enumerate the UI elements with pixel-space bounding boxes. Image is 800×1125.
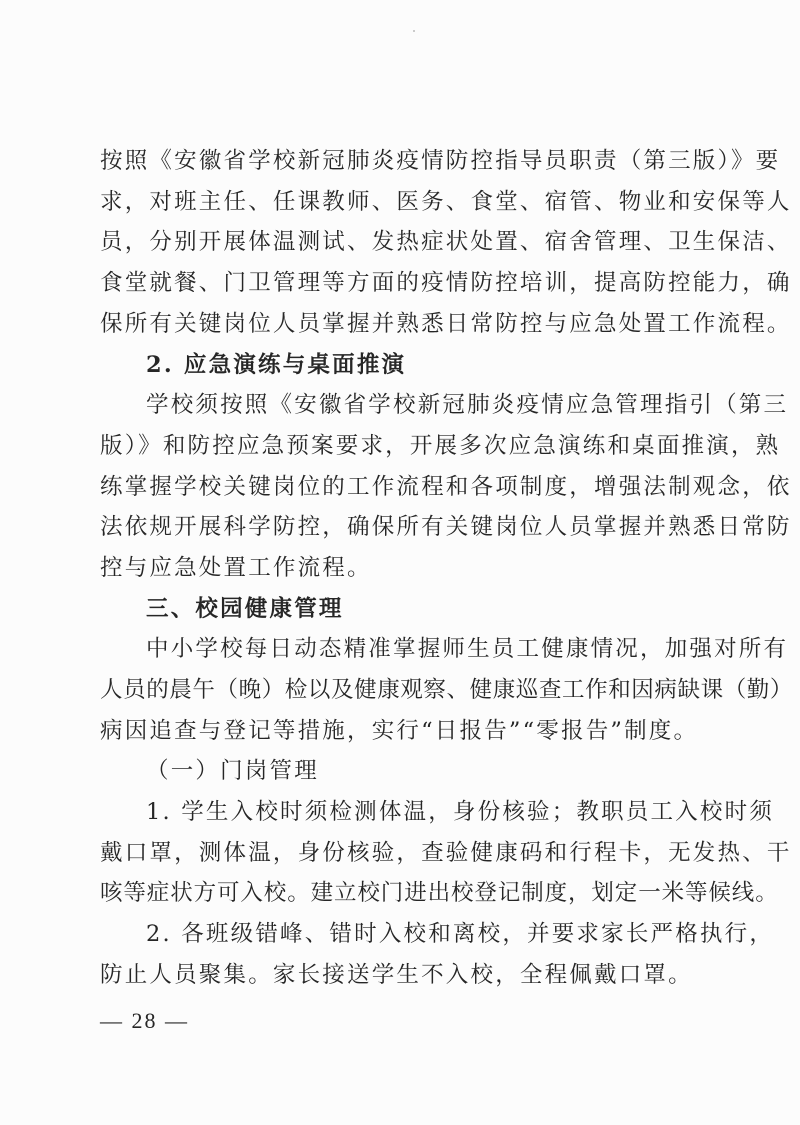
paragraph-line: 防止人员聚集。家长接送学生不入校，全程佩戴口罩。 (100, 962, 693, 988)
paragraph-line: 保所有关键岗位人员掌握并熟悉日常防控与应急处置工作流程。 (100, 311, 792, 337)
paragraph-line: 戴口罩，测体温，身份核验，查验健康码和行程卡，无发热、干 (100, 840, 792, 866)
paragraph-line: 1. 学生入校时须检测体温，身份核验；教职员工入校时须 (146, 799, 775, 825)
paragraph-line: 版）》和防控应急预案要求，开展多次应急演练和桌面推演，熟 (100, 433, 781, 459)
paragraph-line: 学校须按照《安徽省学校新冠肺炎疫情应急管理指引（第三 (146, 392, 789, 418)
paragraph-line: 练掌握学校关键岗位的工作流程和各项制度，增强法制观念，依 (100, 474, 792, 500)
paragraph-line: 法依规开展科学防控，确保所有关键岗位人员掌握并熟悉日常防 (100, 514, 792, 540)
paragraph-line: 求，对班主任、任课教师、医务、食堂、宿管、物业和安保等人 (100, 189, 792, 215)
paragraph-line: 咳等症状方可入校。建立校门进出校登记制度，划定一米等候线。 (100, 880, 779, 906)
paragraph-line: 控与应急处置工作流程。 (100, 555, 372, 581)
paragraph-line: 病因追查与登记等措施，实行“日报告”“零报告”制度。 (100, 718, 699, 744)
paragraph-line: 按照《安徽省学校新冠肺炎疫情防控指导员职责（第三版）》要 (100, 148, 781, 174)
page-number: — 28 — (100, 1008, 189, 1033)
paragraph-line: 食堂就餐、门卫管理等方面的疫情防控培训，提高防控能力，确 (100, 270, 792, 296)
paragraph-line: 员，分别开展体温测试、发热症状处置、宿舍管理、卫生保洁、 (100, 229, 792, 255)
subsection-heading: （一）门岗管理 (146, 758, 319, 784)
paragraph-line: 人员的晨午（晚）检以及健康观察、健康巡查工作和因病缺课（勤） (100, 677, 794, 703)
section-heading: 三、校园健康管理 (146, 596, 344, 622)
paragraph-line: 2. 各班级错峰、错时入校和离校，并要求家长严格执行， (146, 921, 775, 947)
scan-speck (413, 30, 415, 32)
paragraph-line: 中小学校每日动态精准掌握师生员工健康情况，加强对所有 (146, 636, 789, 662)
section-heading: 2. 应急演练与桌面推演 (146, 352, 407, 378)
